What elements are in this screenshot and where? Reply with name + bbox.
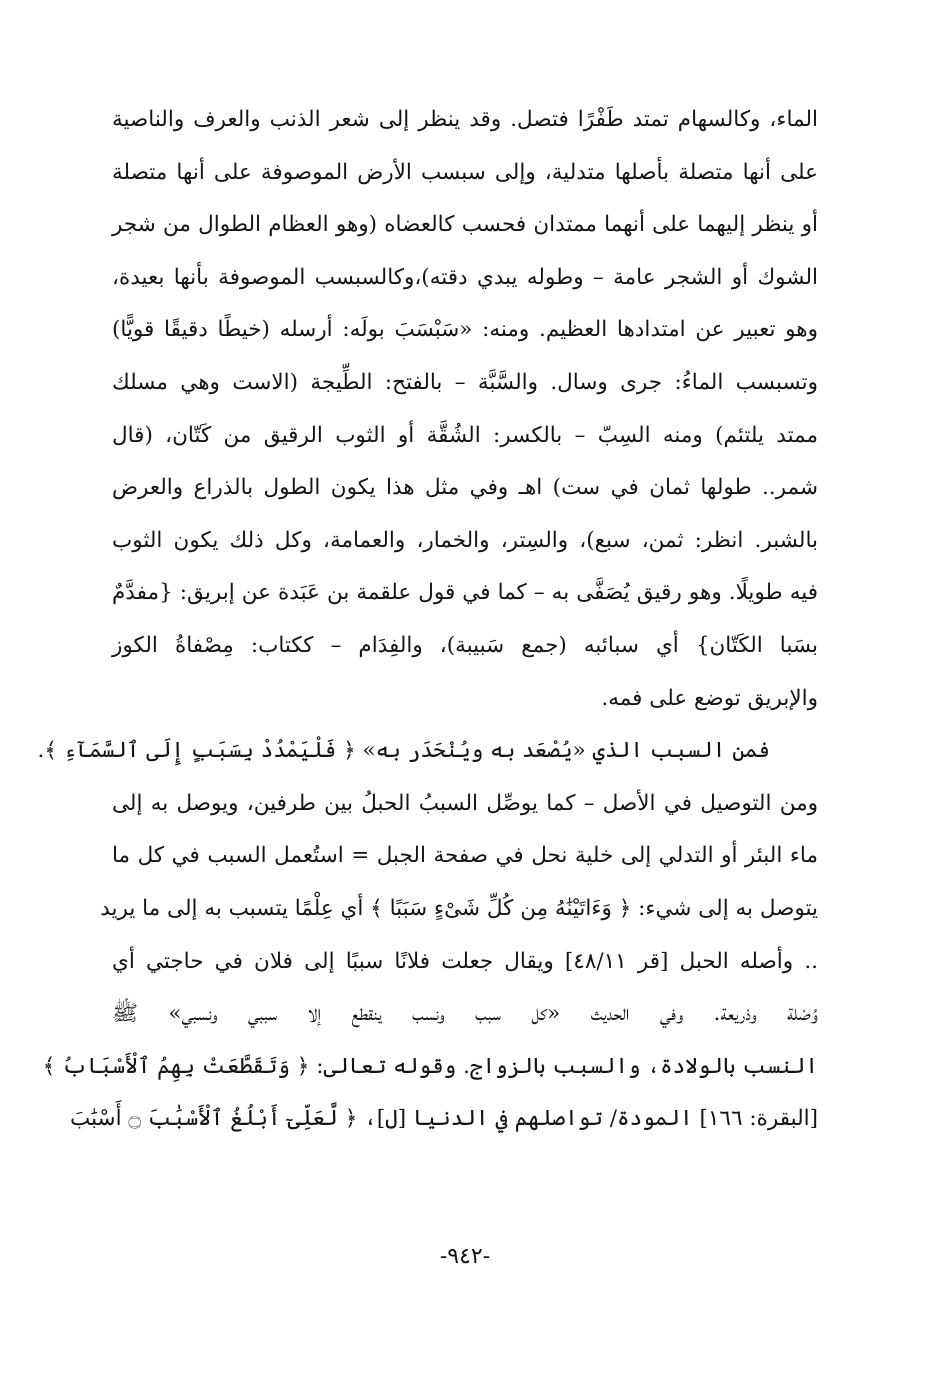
text-line: الشوك أو الشجر عامة – وطوله يبدي دقته)،وكالسبسب الموصوفة بأنها بعيدة، [112, 264, 818, 290]
text-line: بسَبا الكَتّان} أي سبائبه (جمع سَبيبة)، والفِدَام – ككتاب: مِصْفاةُ الكوز [112, 632, 818, 658]
text-line: النسب بالولادة، والسبب بالزواج. وقوله تعالى: ﴿ وَتَقَطَّعَتْ بِهِمُ ٱلْأَسْبَابُ ﴾ [42, 1053, 818, 1079]
text-line: وتسبسب الماءُ: جرى وسال. والسَّبَّة – بالفتح: الطِّيجة (الاست وهي مسلك [112, 369, 818, 395]
text-line: والإبريق توضع على فمه. [601, 685, 818, 711]
main-text [37, 94, 818, 1146]
text-line: ماء البئر أو التدلي إلى خلية نحل في صفحة الجبل = استُعمل السبب في كل ما [112, 843, 818, 869]
paragraph-1 [112, 94, 818, 725]
text-line: ممتد يلتئم) ومنه السِبّ – بالكسر: الشُقَّة أو الثوب الرقيق من كَتّان، (قال [112, 422, 818, 448]
paragraph-2 [37, 725, 818, 1146]
text-line: بالشبر. انظر: ثمن، سبع)، والسِتر، والخمار، والعمامة، وكل ذلك يكون الثوب [112, 527, 818, 553]
text-line: وهو تعبير عن امتدادها العظيم. ومنه: «سَبْسَبَ بولَه: أرسله (خيطًا دقيقًا قويًّا) [112, 317, 818, 343]
text-line: فيه طويلًا. وهو رقيق يُصَفَّى به – كما في قول علقمة بن عَبَدة عن إبريق: {مفدَّمٌ [112, 580, 818, 606]
text-line: أو ينظر إليهما على أنهما ممتدان فحسب كالعضاه (وهو العظام الطوال من شجر [112, 212, 818, 238]
text-line: على أنها متصلة بأصلها متدلية، وإلى سبسب الأرض الموصوفة على أنها متصلة [112, 159, 818, 185]
text-line: وُصْلة وذريعة. وفي الحديث «كل سبب ونسب ينقطع إلا سببي ونسبي» ﷺ [112, 1001, 818, 1027]
page-number: -٩٤٢- [439, 1244, 491, 1269]
text-line: ومن التوصيل في الأصل – كما يوصِّل السببُ الحبلُ بين طرفين، ويوصل به إلى [112, 790, 818, 816]
text-line: فمن السبب الذي «يُصْعَد به ويُنْحَدَر به» ﴿ فَلْيَمْدُدْ بِسَبَبٍ إِلَى ٱلسَّمَآءِ ﴾. [37, 738, 770, 764]
text-line: الماء، وكالسهام تمتد طَفْرًا فتصل. وقد ينظر إلى شعر الذنب والعرف والناصية [112, 107, 818, 132]
text-line: يتوصل به إلى شيء: ﴿ وَءَاتَيْنَٰهُ مِن كُلِّ شَىْءٍ سَبَبًا ﴾ أي عِلْمًا يتسبب به إلى ما يريد [100, 895, 818, 921]
text-line: [البقرة: ١٦٦] المودة/ تواصلهم في الدنيا [ل]، ﴿ لَّعَلِّىٓ أَبْلُغُ ٱلْأَسْبَٰبَ ۝ أَسْبَٰبَ [69, 1106, 818, 1132]
text-line: شمر.. طولها ثمان في ست) اهـ وفي مثل هذا يكون الطول بالذراع والعرض [112, 475, 818, 501]
text-line: .. وأصله الحبل [قر ٤٨/١١] ويقال جعلت فلانًا سببًا إلى فلان في حاجتي أي [112, 948, 818, 974]
